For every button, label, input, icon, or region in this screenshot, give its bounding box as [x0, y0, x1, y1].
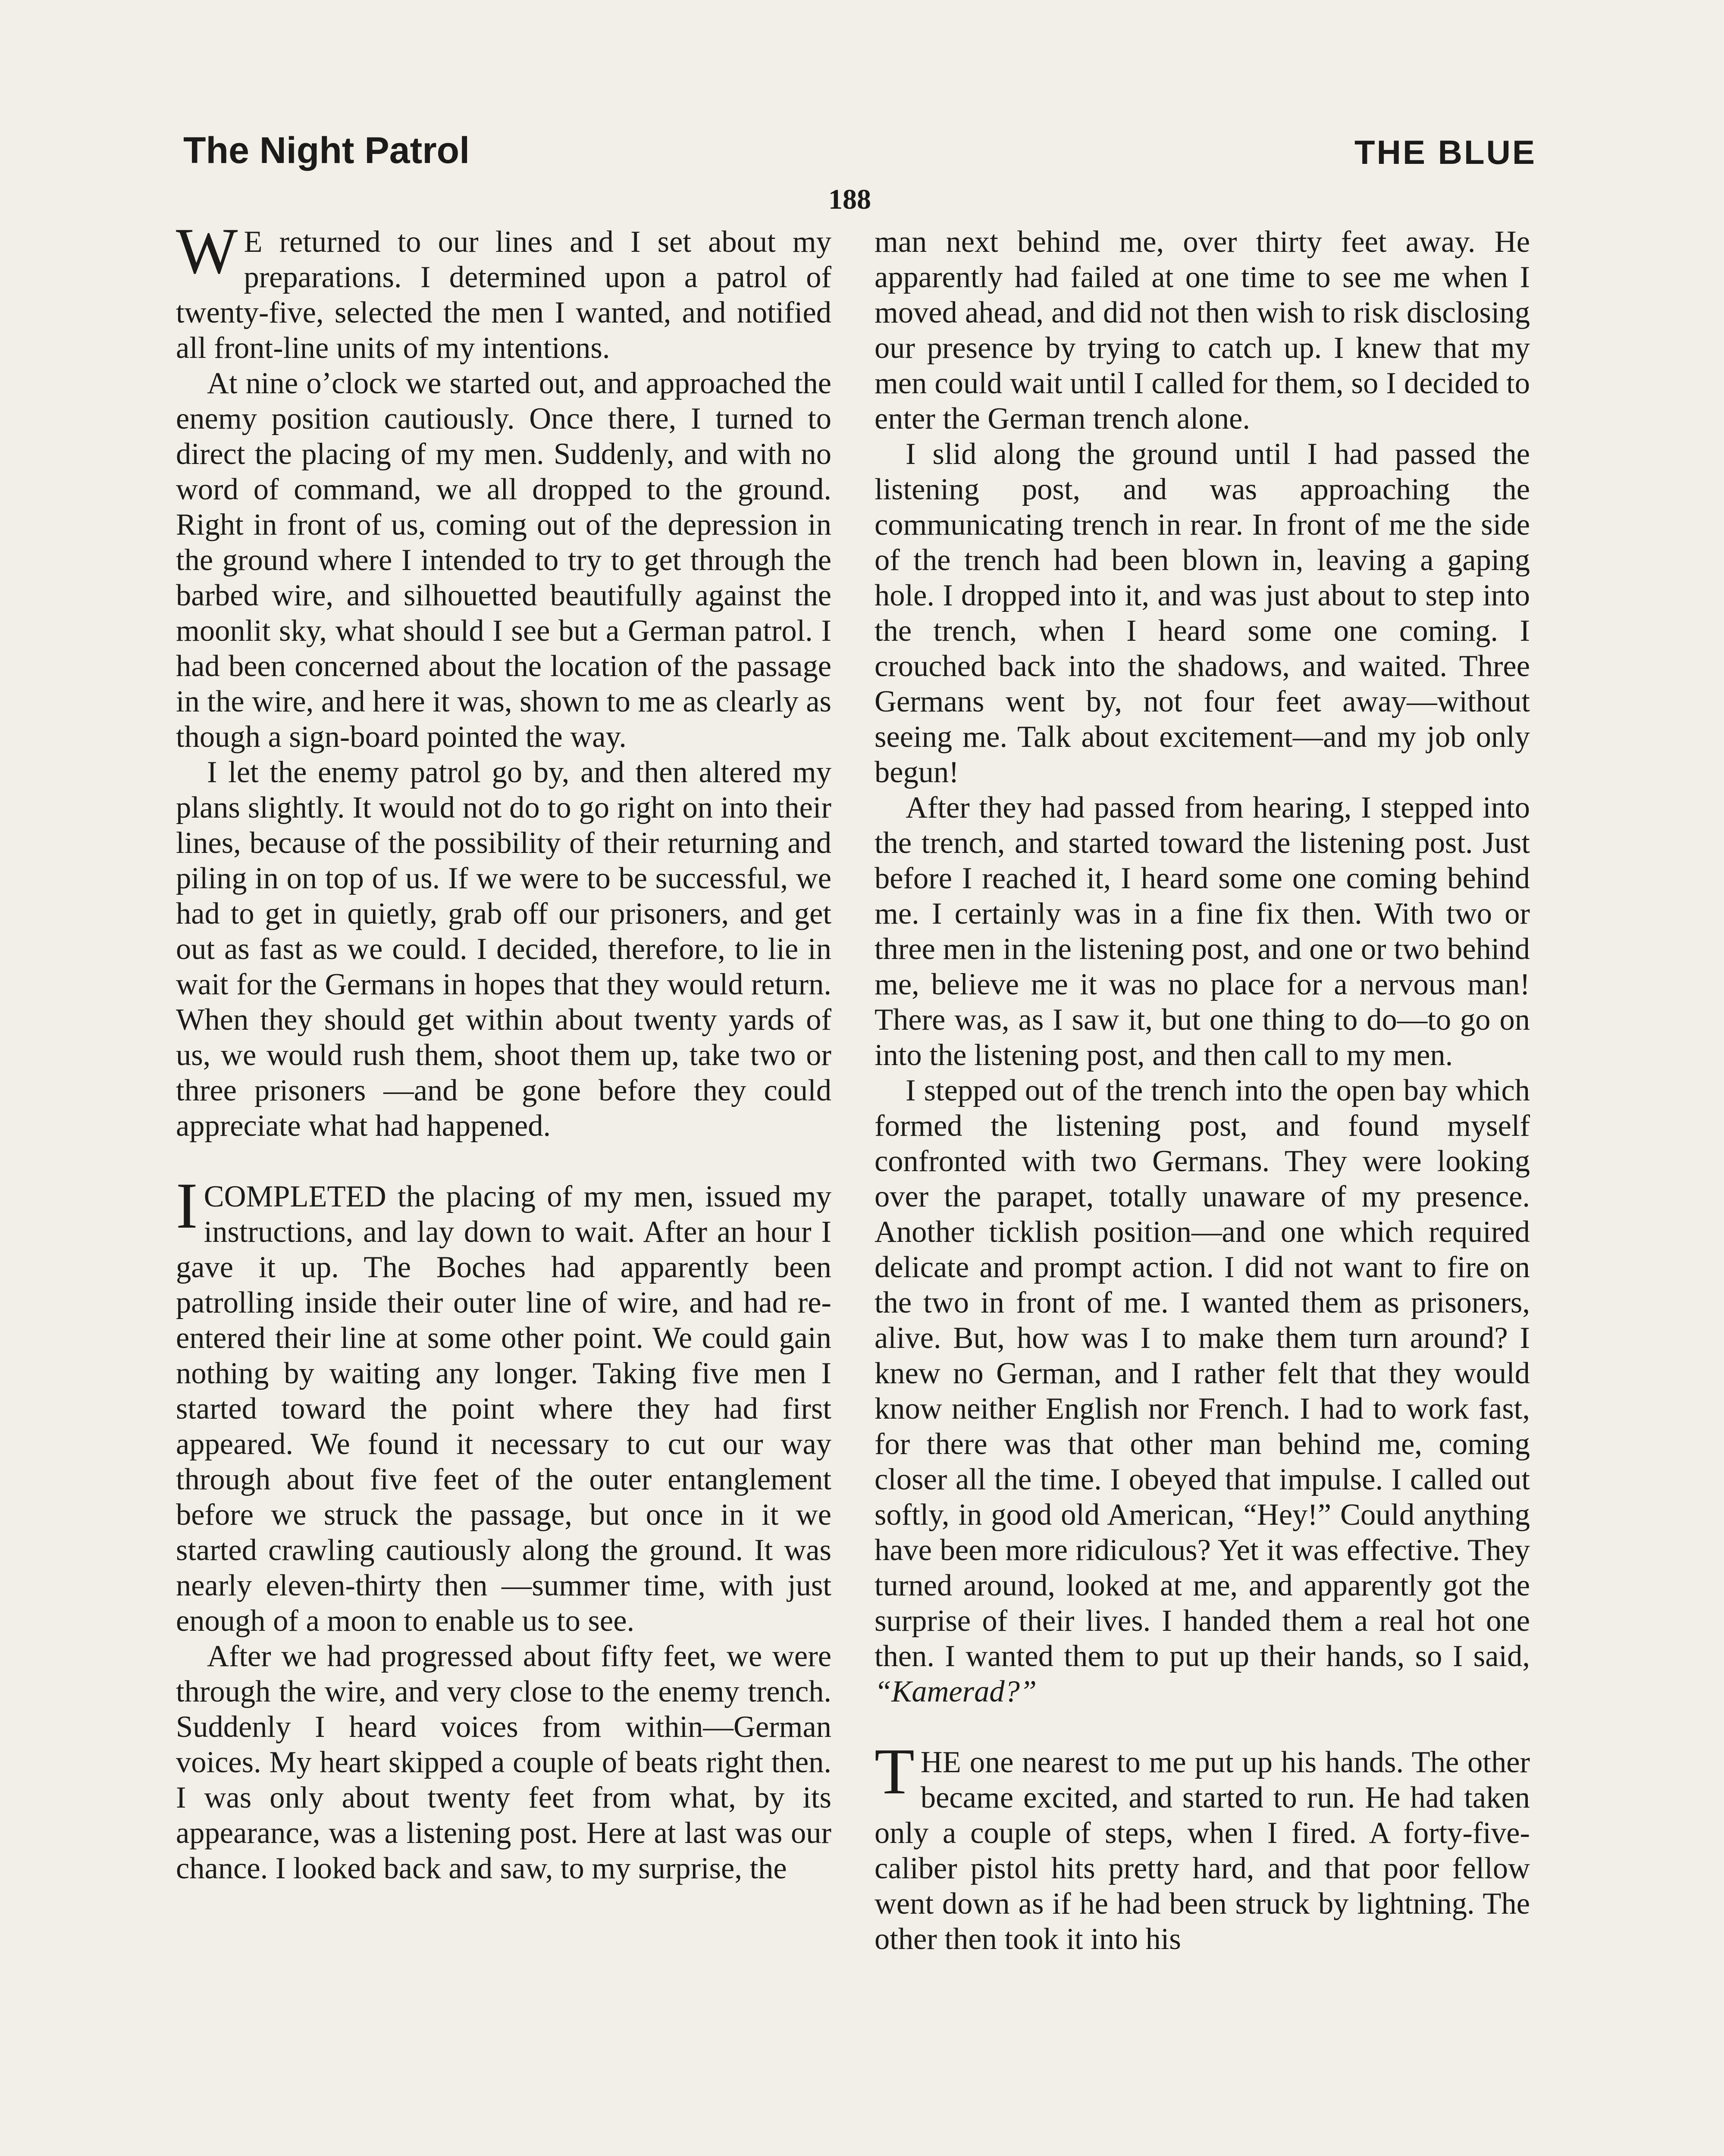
- italic-quote: “Kamerad?”: [875, 1675, 1037, 1708]
- paragraph: After we had progressed about fifty feet, we were through the wire, and very close to the enemy trench. Suddenly I heard voices from within—German voices. My heart skipped a couple of beats right then. I was only about twenty feet from what, by its appearance, was a listening post. Here at last was our chance. I looked back and saw, to my surprise, the: [176, 1639, 831, 1885]
- paragraph-text: HE one nearest to me put up his hands. The other became excited, and started to run. He had taken only a couple of steps, when I fired. A forty-five-caliber pistol hits pretty hard, and that poor fellow went down as if he had been struck by lightning. The other then took it into his: [875, 1745, 1530, 1956]
- paragraph: [875, 1073, 1530, 1709]
- right-column: [875, 224, 1530, 2156]
- paragraph: man next behind me, over thirty feet away. He apparently had failed at one time to see me when I moved ahead, and did not then wish to risk disclosing our presence by trying to catch up. I knew that my men could wait until I called for them, so I decided to enter the German trench alone.: [875, 225, 1530, 436]
- paragraph-text: E returned to our lines and I set about my preparations. I determined upon a patrol of twenty-five, selected the men I wanted, and notified all front-line units of my intentions.: [176, 225, 831, 365]
- left-column: [176, 215, 831, 2156]
- drop-cap: T: [875, 1735, 915, 1808]
- paragraph: I let the enemy patrol go by, and then altered my plans slightly. It would not do to go right on into their lines, because of the possibility of their returning and piling in on top of us. If we were to be successful, we had to get in quietly, grab off our prisoners, and get out as fast as we could. I decided, therefore, to lie in wait for the Germans in hopes that they would return. When they should get within about twenty yards of us, we would rush them, shoot them up, take two or three prisoners —and be gone before they could appreciate what had happened.: [176, 755, 831, 1143]
- paragraph: [875, 1735, 1530, 1957]
- paragraph: At nine o’clock we started out, and approached the enemy position cautiously. Once there, I turned to direct the placing of my men. Suddenly, and with no word of command, we all dropped to the ground. Right in front of us, coming out of the depression in the ground where I intended to try to get through the barbed wire, and silhouetted beautifully against the moonlit sky, what should I see but a German patrol. I had been concerned about the location of the passage in the wire, and here it was, shown to me as clearly as though a sign-board pointed the way.: [176, 367, 831, 754]
- paragraph: After they had passed from hearing, I stepped into the trench, and started toward the listening post. Just before I reached it, I heard some one coming behind me. I certainly was in a fine fix then. With two or three men in the listening post, and one or two behind me, believe me it was no place for a nervous man! There was, as I saw it, but one thing to do—to go on into the listening post, and then call to my men.: [875, 791, 1530, 1072]
- page-number: 188: [828, 184, 871, 215]
- paragraph: I slid along the ground until I had passed the listening post, and was approaching the communicating trench in rear. In front of me the side of the trench had been blown in, leaving a gaping hole. I dropped into it, and was just about to step into the trench, when I heard some one coming. I crouched back into the shadows, and waited. Three Germans went by, not four feet away—without seeing me. Talk about excitement—and my job only begun!: [875, 437, 1530, 789]
- drop-cap: W: [176, 215, 238, 287]
- paragraph-text: COMPLETED the placing of my men, issued my instructions, and lay down to wait. After an hour I gave it up. The Boches had apparently been patrolling inside their outer line of wire, and had re-entered their line at some other point. We could gain nothing by waiting any longer. Taking five men I started toward the point where they had first appeared. We found it necessary to cut our way through about five feet of the outer entanglement before we struck the passage, but once in it we started crawling cautiously along the ground. It was nearly eleven-thirty then —summer time, with just enough of a moon to enable us to see.: [176, 1180, 831, 1638]
- running-magazine-title: THE BLUE: [1354, 133, 1536, 171]
- paragraph: [176, 1169, 831, 1639]
- paragraph: [176, 215, 831, 366]
- paragraph-text: I stepped out of the trench into the open bay which formed the listening post, and found myself confronted with two Germans. They were looking over the parapet, totally unaware of my presence. Another ticklish position—and one which required delicate and prompt action. I did not want to fire on the two in front of me. I wanted them as prisoners, alive. But, how was I to make them turn around? I knew no German, and I rather felt that they would know neither English nor French. I had to work fast, for there was that other man behind me, coming closer all the time. I obeyed that impulse. I called out softly, in good old American, “Hey!” Could anything have been more ridiculous? Yet it was effective. They turned around, looked at me, and apparently got the surprise of their lives. I handed them a real hot one then. I wanted them to put up their hands, so I said,: [875, 1074, 1530, 1673]
- running-title: The Night Patrol: [183, 130, 470, 171]
- drop-cap: I: [176, 1169, 198, 1242]
